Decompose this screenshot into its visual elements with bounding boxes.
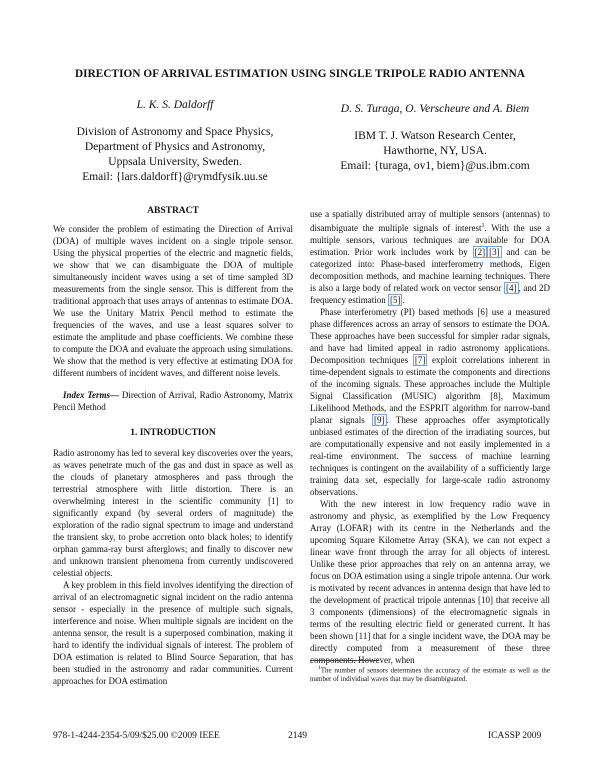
text-span: exploit correlations inherent in time-dependent signals to estimate the components and directions of the incoming signals. These approaches include the Multiple Signal Classification (MUSIC) algorithm [8], Maximum Likelihood Methods, and the ESPRIT algorithm for narrow-band planar signals — [310, 355, 551, 425]
right-paragraph-1 — [310, 208, 550, 306]
text-span: . With the use a multiple sensors, various techniques are available for DOA estimation. Prior work includes work by — [310, 223, 550, 257]
citation-link[interactable]: [9] — [374, 415, 385, 425]
author-email-left: Email: {lars.daldorff}@rymdfysik.uu.se — [82, 171, 268, 183]
right-paragraph-2 — [310, 306, 550, 498]
abstract-text: We consider the problem of estimating the Direction of Arrival (DOA) of multiple waves incident on a single tripole sensor. Using the physical properties of the electric and magnetic fields, we show that we can disambiguate the DOA of multiple simultaneously incident waves using a set of time sampled 3D measurements from the single sensor. This is different from the traditional approach that uses arrays of antennas to estimate DOA. We use the Unitary Matrix Pencil method to estimate the frequencies of the waves, and use a least squares solver to estimate the amplitude and phase coefficients. We combine these to compute the DOA and evaluate the approach using simulations. We show that the method is very effective at estimating DOA for different numbers of incident waves, and different noise levels. — [53, 224, 293, 378]
footnote-divider — [310, 660, 378, 661]
intro-paragraph-1: Radio astronomy has led to several key discoveries over the years, as waves penetrate much of the gas and dust in space as well as the clouds of planetary atmospheres and pass through the terrestrial atmosphere with little distortion. There is an overwhelming interest in the scientific community [1] to significantly expand (by several orders of magnitude) the exploration of the radio signal spectrum to image and understand the transient sky, to probe accretion onto black holes; to identify orphan gamma-ray burst afterglows; and finally to discover new and unknown transient phenomena from currently undiscovered celestial objects. — [53, 448, 293, 578]
right-paragraph-3: With the new interest in low frequency radio wave in astronomy and physic, as exemplified by the Low Frequency Array (LOFAR) with its centre in the Netherlands and the upcoming Square Kilometre Array (SKA), we can not expect a linear wave front through the array for all objects of interest. Unlike these prior approaches that rely on an antenna array, we focus on DOA estimation using a single tripole antenna. Our work is motivated by recent advances in antenna design that have led to the development of practical tripole antennas [10] that receive all 3 components (dimensions) of the electromagnetic signals in terms of the resulting electric field or generated current. It has been shown [11] that for a single incident wave, the DOA may be directly computed from a measurement of these three components. However, when — [310, 499, 550, 665]
text-span: Phase interferometry (PI) based methods [6] use a measured phase differences across an array of sensors to estimate the DOA. These approaches have been successful for simpler radar signals, and have had limited appeal in radio astronomy applications. Decomposition techniques — [310, 307, 550, 365]
author-names-left: L. K. S. Daldorff — [136, 99, 214, 111]
footnote-text: The number of sensors determines the accuracy of the estimate as well as the number of individual waves that may be disambiguated. — [310, 666, 550, 684]
text-span: use a spatially distributed array of multiple sensors (antennas) to disambiguate the multiple signals of interest — [310, 209, 550, 233]
text-span: . These approaches offer asymptotically unbiased estimates of the direction of the irradiating sources, but are computationally expensive and not easily implemented in a real-time environment. The success of machine learning techniques is contingent on the availability of a sufficiently large training data set, especially for large-scale radio astronomy observations. — [310, 415, 550, 497]
text-span: and can be categorized into: Phase-based interferometry methods, Eigen decomposition methods, and machine learning techniques. There is also a large body of related work on vector sensor — [310, 247, 550, 293]
intro-heading: 1. INTRODUCTION — [130, 428, 216, 438]
citation-link[interactable]: [3] — [489, 247, 500, 257]
author-block-right — [310, 102, 560, 174]
citation-link[interactable]: [4] — [506, 283, 517, 293]
conference-name: ICASSP 2009 — [488, 731, 542, 741]
citation-link[interactable]: [7] — [414, 355, 426, 365]
text-span: . — [402, 295, 405, 305]
intro-paragraph-2: A key problem in this field involves identifying the direction of arrival of an electromagnetic signal incident on the radio antenna sensor - especially in the presence of multiple such signals, interference and noise. When multiple signals are incident on the antenna sensor, the result is a superposed combination, making it hard to identify the individual signals of interest. The problem of DOA estimation is related to Blind Source Separation, that has been studied in the astronomy and radar communities. Current approaches for DOA estimation — [53, 580, 293, 686]
page-number: 2149 — [288, 731, 307, 741]
author-names-right: D. S. Turaga, O. Verscheure and A. Biem — [340, 103, 530, 115]
footnote-number: 1 — [318, 665, 321, 671]
footnote-mark: 1 — [481, 223, 485, 229]
paper-title: DIRECTION OF ARRIVAL ESTIMATION USING SINGLE TRIPOLE RADIO ANTENNA — [74, 68, 526, 80]
affiliation-line: Uppsala University, Sweden. — [108, 156, 242, 168]
left-column — [53, 205, 293, 687]
text-span: , and 2D frequency estimation — [310, 283, 551, 305]
affiliation-line: IBM T. J. Watson Research Center, — [354, 130, 516, 142]
index-terms-label: Index Terms— — [63, 390, 120, 400]
affiliation-line: Department of Physics and Astronomy, — [84, 141, 266, 153]
citation-link[interactable]: [5] — [389, 295, 401, 305]
author-block-left — [55, 98, 295, 185]
footer-isbn: 978-1-4244-2354-5/09/$25.00 ©2009 IEEE — [53, 731, 220, 741]
author-email-right: Email: {turaga, ov1, biem}@us.ibm.com — [340, 160, 530, 172]
right-column — [310, 208, 550, 666]
abstract-heading: ABSTRACT — [147, 206, 199, 216]
affiliation-line: Hawthorne, NY, USA. — [383, 145, 487, 157]
citation-link[interactable]: [2] — [474, 247, 486, 257]
index-terms — [53, 389, 293, 413]
footnote — [310, 664, 550, 684]
affiliation-line: Division of Astronomy and Space Physics, — [76, 126, 274, 138]
index-terms-text: Direction of Arrival, Radio Astronomy, Matrix Pencil Method — [53, 390, 293, 412]
